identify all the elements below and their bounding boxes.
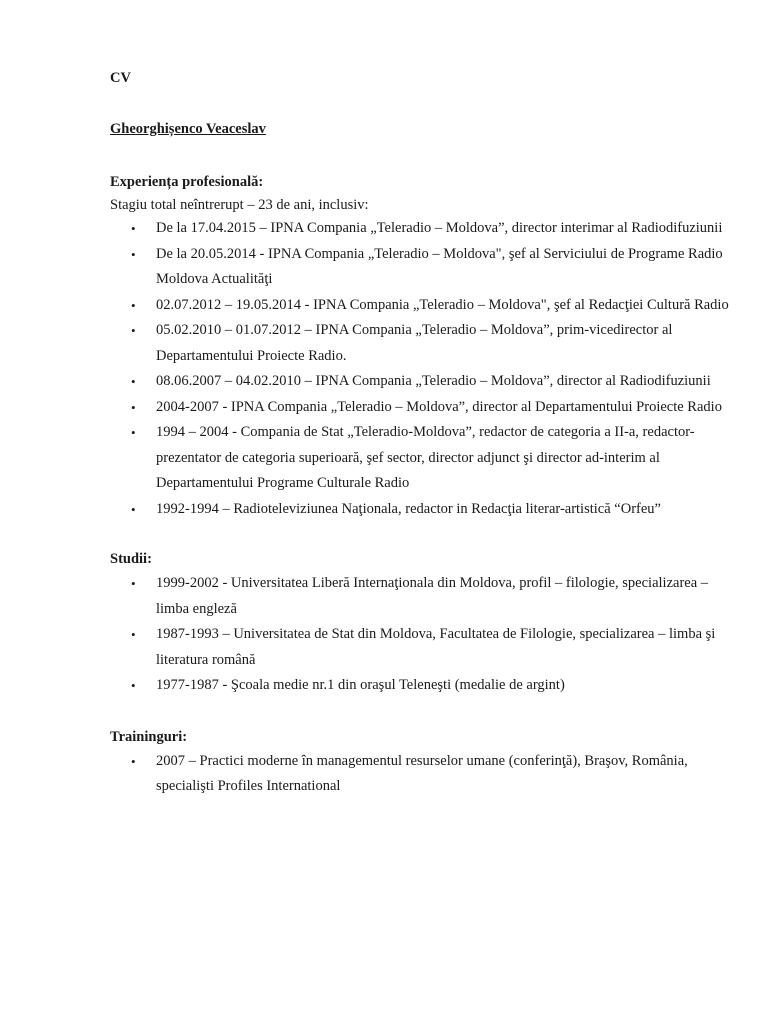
- bullet-icon: •: [131, 399, 136, 415]
- studies-item: [110, 622, 730, 673]
- studies-list: [110, 571, 730, 699]
- trainings-list: [110, 749, 730, 800]
- bullet-icon: •: [131, 501, 136, 517]
- bullet-icon: •: [131, 374, 136, 389]
- experience-item: [110, 420, 730, 497]
- studies-item-text: 1987-1993 – Universitatea de Stat din Moldova, Facultatea de Filologie, specializarea – limba şi literatura română: [156, 626, 716, 668]
- bullet-icon: •: [131, 323, 136, 338]
- experience-item: [110, 497, 730, 523]
- experience-item: [110, 318, 730, 369]
- bullet-icon: •: [131, 246, 136, 262]
- experience-item-text: 05.02.2010 – 01.07.2012 – IPNA Compania „Teleradio – Moldova”, prim-vicedirector al Departamentului Proiecte Radio.: [156, 322, 673, 364]
- experience-list: [110, 216, 730, 522]
- bullet-icon: •: [131, 425, 136, 440]
- studies-item: [110, 673, 730, 699]
- experience-item: [110, 395, 730, 421]
- experience-item-text: 02.07.2012 – 19.05.2014 - IPNA Compania „Teleradio – Moldova", şef al Redacţiei Cultură Radio: [156, 296, 729, 313]
- studies-item: [110, 571, 730, 622]
- bullet-icon: •: [131, 627, 136, 642]
- cv-document: [110, 66, 730, 800]
- cv-title: CV: [110, 70, 131, 86]
- bullet-icon: •: [131, 678, 136, 693]
- experience-item-text: 1994 – 2004 - Compania de Stat „Teleradio-Moldova”, redactor de categoria a II-a, redactor-prezentator de categoria superioară, şef sector, director adjunct şi director ad-interim al Departamentului Programe Culturale Radio: [156, 424, 695, 491]
- experience-heading: Experiența profesională:: [110, 174, 264, 190]
- experience-item-text: 1992-1994 – Radioteleviziunea Naţionala, redactor in Redacţia literar-artistică “Orfeu”: [156, 500, 661, 517]
- experience-intro: Stagiu total neîntrerupt – 23 de ani, inclusiv:: [110, 197, 369, 213]
- bullet-icon: •: [131, 221, 136, 236]
- person-name: Gheorghișenco Veaceslav: [110, 121, 266, 137]
- experience-item: [110, 216, 730, 242]
- experience-item: [110, 369, 730, 395]
- training-item: [110, 749, 730, 800]
- studies-item-text: 1977-1987 - Şcoala medie nr.1 din oraşul Teleneşti (medalie de argint): [156, 677, 565, 693]
- studies-item-text: 1999-2002 - Universitatea Liberă Internaţionala din Moldova, profil – filologie, specializarea – limba engleză: [156, 575, 709, 617]
- training-item-text: 2007 – Practici moderne în managementul resurselor umane (conferinţă), Braşov, România, specialişti Profiles International: [156, 752, 688, 794]
- bullet-icon: •: [131, 753, 136, 769]
- bullet-icon: •: [131, 297, 136, 313]
- experience-item: [110, 293, 730, 319]
- trainings-heading: Traininguri:: [110, 728, 188, 745]
- experience-item-text: De la 17.04.2015 – IPNA Compania „Teleradio – Moldova”, director interimar al Radiodifuziunii: [156, 220, 723, 236]
- bullet-icon: •: [131, 576, 136, 591]
- experience-item-text: 08.06.2007 – 04.02.2010 – IPNA Compania „Teleradio – Moldova”, director al Radiodifuziunii: [156, 373, 711, 389]
- experience-item-text: 2004-2007 - IPNA Compania „Teleradio – Moldova”, director al Departamentului Proiecte Radio: [156, 398, 722, 415]
- experience-item: [110, 242, 730, 293]
- experience-item-text: De la 20.05.2014 - IPNA Compania „Teleradio – Moldova", şef al Serviciului de Programe Radio Moldova Actualităţi: [156, 245, 723, 287]
- studies-heading: Studii:: [110, 551, 152, 567]
